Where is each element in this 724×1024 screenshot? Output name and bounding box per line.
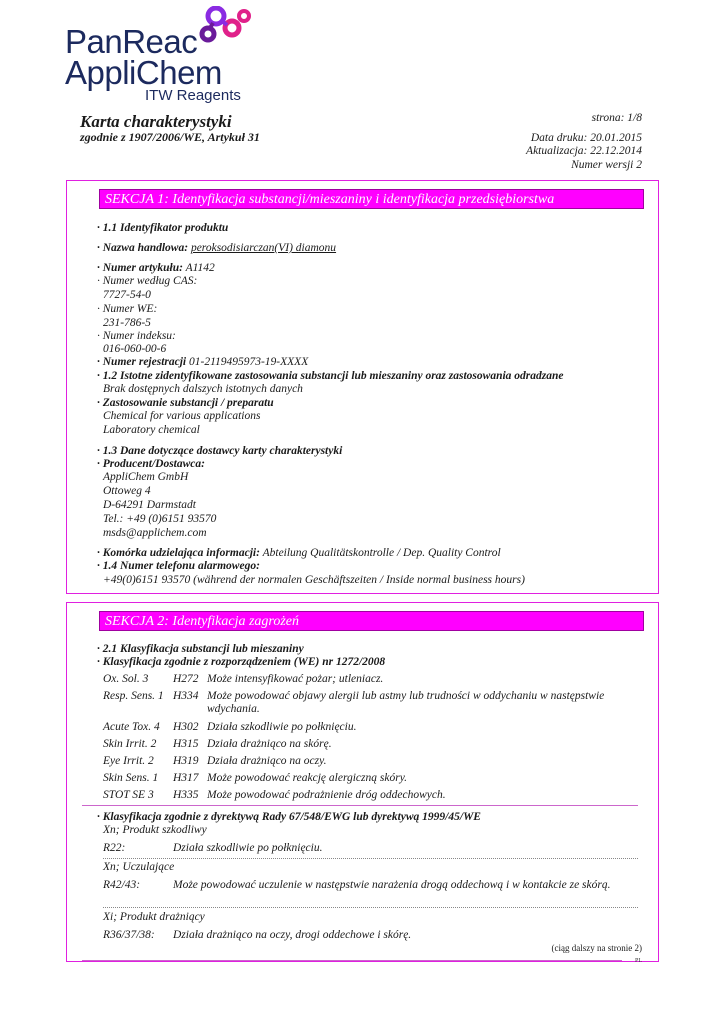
producer-email[interactable]: msds@applichem.com: [103, 527, 207, 539]
group-sensitising: Xn; Uczulające: [103, 861, 175, 873]
section-1-title: SEKCJA 1: Identyfikacja substancji/mieszaniny i identyfikacja przedsiębiorstwa: [99, 189, 644, 209]
r-phrase-code: R42/43:: [103, 879, 141, 891]
info-contact-row: · Komórka udzielająca informacji: Abteilung Qualitätskontrolle / Dep. Quality Control: [97, 547, 501, 559]
producer-street: Ottoweg 4: [103, 485, 151, 497]
hazard-code: H272: [173, 673, 199, 685]
hazard-statement: Może powodować reakcję alergiczną skóry.: [207, 772, 408, 784]
producer-heading: · Producent/Dostawca:: [97, 458, 205, 470]
language-code: PL: [634, 958, 642, 964]
hazard-class: Resp. Sens. 1: [103, 690, 164, 702]
hazard-statement: Działa szkodliwie po połknięciu.: [207, 721, 357, 733]
r-phrase-code: R36/37/38:: [103, 929, 155, 941]
hazard-class: Acute Tox. 4: [103, 721, 160, 733]
hazard-class: Skin Irrit. 2: [103, 738, 157, 750]
page-number: strona: 1/8: [591, 112, 642, 124]
section-2-title: SEKCJA 2: Identyfikacja zagrożeń: [99, 611, 644, 631]
producer-name: AppliChem GmbH: [103, 471, 189, 483]
product-identifier-heading: · 1.1 Identyfikator produktu: [97, 222, 229, 234]
cas-value: 7727-54-0: [103, 289, 151, 301]
hazard-statement: Może powodować podrażnienie dróg oddechowych.: [207, 789, 446, 801]
company-logo: [62, 6, 252, 102]
classification-dsd-heading: · Klasyfikacja zgodnie z dyrektywą Rady 67/548/EWG lub dyrektywą 1999/45/WE: [97, 811, 481, 823]
registration-row: · Numer rejestracji 01-2119495973-19-XXXX: [97, 356, 309, 368]
supplier-heading: · 1.3 Dane dotyczące dostawcy karty charakterystyki: [97, 445, 343, 457]
version-number: Numer wersji 2: [571, 158, 642, 171]
molecule-icon: [186, 6, 256, 46]
application-value-2: Laboratory chemical: [103, 424, 200, 436]
logo-text-applichem: AppliChem: [65, 54, 222, 91]
group-harmful: Xn; Produkt szkodliwy: [103, 824, 207, 836]
continued-note: (ciąg dalszy na stronie 2): [551, 943, 642, 953]
hazard-code: H335: [173, 789, 199, 801]
document-meta: [526, 112, 642, 172]
producer-phone: Tel.: +49 (0)6151 93570: [103, 513, 217, 525]
document-subtitle: zgodnie z 1907/2006/WE, Artykuł 31: [80, 130, 260, 144]
hazard-class: Ox. Sol. 3: [103, 673, 149, 685]
classification-heading: · 2.1 Klasyfikacja substancji lub mieszaniny: [97, 643, 304, 655]
logo-text-itw: ITW Reagents: [145, 87, 241, 104]
hazard-class: STOT SE 3: [103, 789, 154, 801]
hazard-statement: Może powodować objawy alergii lub astmy lub trudności w oddychaniu w następstwie wdychania.: [207, 690, 605, 715]
divider: [82, 805, 638, 806]
logo-text-panreac: PanReac: [65, 23, 198, 60]
hazard-statement: Działa drażniąco na oczy.: [207, 755, 327, 767]
uses-heading: · 1.2 Istotne zidentyfikowane zastosowania substancji lub mieszaniny oraz zastosowania odradzane: [97, 370, 564, 382]
we-value: 231-786-5: [103, 317, 151, 329]
trade-name-row: · Nazwa handlowa: peroksodisiarczan(VI) diamonu: [97, 242, 337, 254]
producer-city: D-64291 Darmstadt: [103, 499, 196, 511]
application-heading: · Zastosowanie substancji / preparatu: [97, 397, 274, 409]
article-number-row: · Numer artykułu: A1142: [97, 262, 215, 274]
r-phrase-text: Może powodować uczulenie w następstwie narażenia drogą oddechową i w kontakcie ze skórą.: [173, 879, 611, 891]
hazard-code: H317: [173, 772, 199, 784]
hazard-code: H319: [173, 755, 199, 767]
document-title: Karta charakterystyki: [80, 112, 232, 131]
hazard-statement: Działa drażniąco na skórę.: [207, 738, 332, 750]
dotted-separator: [103, 858, 638, 859]
index-label: · Numer indeksu:: [97, 330, 176, 342]
cas-label: · Numer według CAS:: [97, 275, 198, 287]
uses-value: Brak dostępnych dalszych istotnych danych: [103, 383, 303, 395]
r-phrase-text: Działa drażniąco na oczy, drogi oddechowe i skórę.: [173, 929, 412, 941]
trade-name-value: peroksodisiarczan(VI) diamonu: [190, 242, 337, 254]
dotted-separator: [103, 907, 638, 908]
hazard-class: Skin Sens. 1: [103, 772, 159, 784]
footer-divider: [82, 960, 622, 961]
classification-clp-heading: · Klasyfikacja zgodnie z rozporządzeniem (WE) nr 1272/2008: [97, 656, 386, 668]
emergency-phone-value: +49(0)6151 93570 (während der normalen Geschäftszeiten / Inside normal business hours): [103, 574, 525, 586]
group-irritant: Xi; Produkt drażniący: [103, 911, 205, 923]
we-label: · Numer WE:: [97, 303, 158, 315]
hazard-code: H302: [173, 721, 199, 733]
hazard-class: Eye Irrit. 2: [103, 755, 154, 767]
hazard-code: H315: [173, 738, 199, 750]
r-phrase-code: R22:: [103, 842, 126, 854]
index-value: 016-060-00-6: [103, 343, 167, 355]
print-date: Data druku: 20.01.2015: [530, 131, 642, 144]
application-value-1: Chemical for various applications: [103, 410, 261, 422]
hazard-statement: Może intensyfikować pożar; utleniacz.: [207, 673, 384, 685]
hazard-code: H334: [173, 690, 199, 702]
emergency-phone-heading: · 1.4 Numer telefonu alarmowego:: [97, 560, 260, 572]
r-phrase-text: Działa szkodliwie po połknięciu.: [173, 842, 323, 854]
update-date: Aktualizacja: 22.12.2014: [526, 145, 642, 157]
